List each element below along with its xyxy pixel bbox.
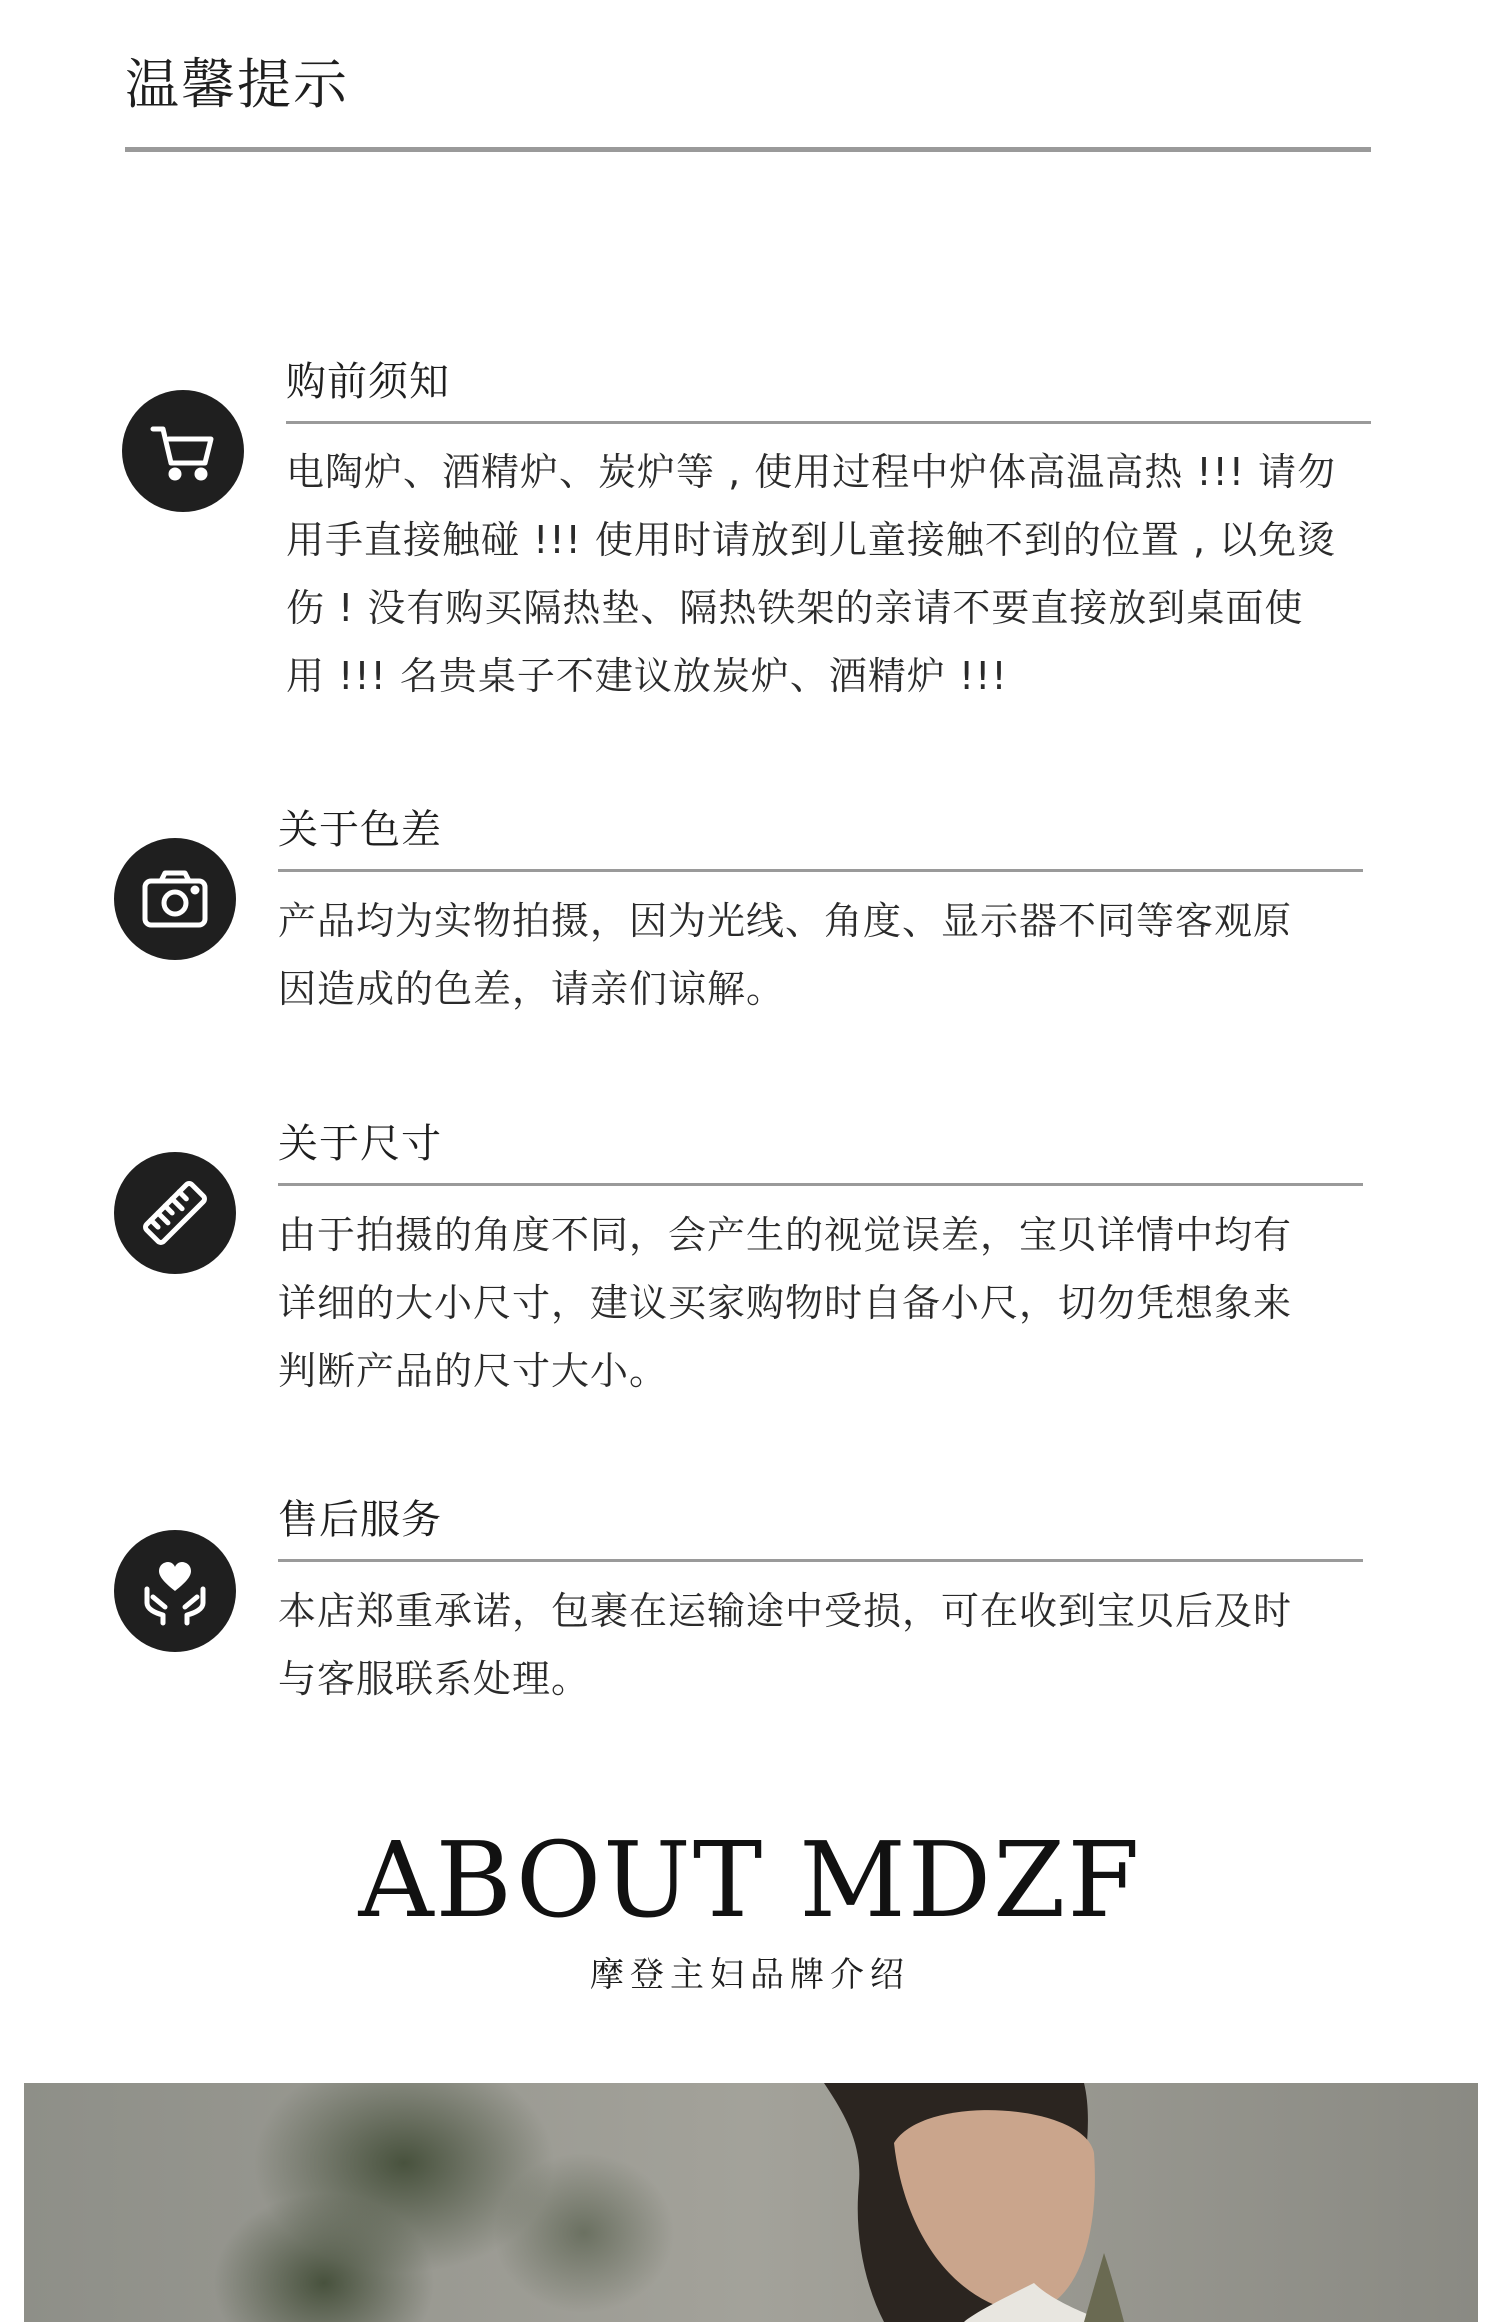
section-heading: 购前须知	[286, 359, 450, 405]
shopping-cart-icon	[122, 390, 244, 512]
body-line: 本店郑重承诺，包裹在运输途中受损，可在收到宝贝后及时	[278, 1589, 1293, 1633]
camera-icon	[114, 838, 236, 960]
body-line: 与客服联系处理。	[278, 1657, 591, 1701]
section-heading: 关于色差	[278, 807, 442, 853]
body-line: 产品均为实物拍摄，因为光线、角度、显示器不同等客观原	[278, 899, 1293, 943]
section-heading: 售后服务	[278, 1497, 442, 1543]
section-body	[278, 887, 1378, 1023]
body-line: 详细的大小尺寸，建议买家购物时自备小尺，切勿凭想象来	[278, 1281, 1293, 1325]
body-line: 由于拍摄的角度不同，会产生的视觉误差，宝贝详情中均有	[278, 1213, 1293, 1257]
section-divider	[286, 421, 1371, 424]
body-line: 判断产品的尺寸大小。	[278, 1349, 669, 1393]
title-divider	[125, 147, 1371, 152]
body-line: 电陶炉、酒精炉、炭炉等 , 使用过程中炉体高温高热 !!! 请勿	[286, 450, 1337, 494]
ruler-icon	[114, 1152, 236, 1274]
section-heading: 关于尺寸	[278, 1121, 442, 1167]
about-brand-subtitle: 摩登主妇品牌介绍	[590, 1955, 910, 1995]
heart-hands-icon	[114, 1530, 236, 1652]
body-line: 用手直接触碰 !!! 使用时请放到儿童接触不到的位置 , 以免烫	[286, 518, 1337, 562]
section-divider	[278, 1183, 1363, 1186]
section-body	[278, 1577, 1378, 1713]
body-line: 伤 ! 没有购买隔热垫、隔热铁架的亲请不要直接放到桌面使	[286, 586, 1304, 630]
about-brand-title: ABOUT MDZF	[358, 1819, 1142, 1941]
section-divider	[278, 869, 1363, 872]
brand-photo	[24, 2083, 1478, 2322]
page-title: 温馨提示	[125, 53, 349, 116]
body-line: 用 !!! 名贵桌子不建议放炭炉、酒精炉 !!!	[286, 654, 1008, 698]
body-line: 因造成的色差，请亲们谅解。	[278, 967, 786, 1011]
section-body	[286, 438, 1386, 710]
section-divider	[278, 1559, 1363, 1562]
section-body	[278, 1201, 1378, 1405]
